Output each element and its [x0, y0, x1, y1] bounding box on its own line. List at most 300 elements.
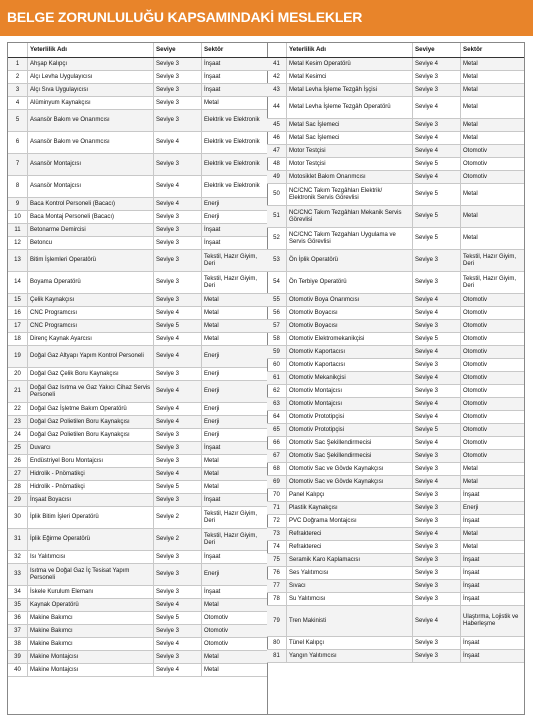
- row-number: 75: [267, 554, 287, 566]
- sector-name: Metal: [204, 309, 219, 316]
- sector-name: Metal: [463, 134, 478, 141]
- qualification-level: Seviye 3: [154, 84, 202, 96]
- sector-name: Otomotiv: [204, 627, 229, 634]
- qualification-level: Seviye 5: [413, 206, 461, 227]
- sector-name: Enerji: [204, 370, 220, 377]
- qualification-level: Seviye 3: [413, 450, 461, 462]
- row-number: 66: [267, 437, 287, 449]
- qualification-name: Otomotiv Boyacısı: [287, 307, 413, 319]
- qualification-level: Seviye 3: [154, 224, 202, 236]
- table-row: [267, 567, 524, 580]
- qualification-level: Seviye 5: [413, 158, 461, 170]
- row-number: 51: [267, 206, 287, 227]
- qualification-level: Seviye 4: [413, 171, 461, 183]
- row-number: 11: [8, 224, 28, 236]
- row-number: 52: [267, 228, 287, 249]
- row-number: 16: [8, 307, 28, 319]
- sector-name: İnşaat: [463, 595, 480, 602]
- qualification-level: Seviye 3: [154, 237, 202, 249]
- qualification-level: Seviye 4: [413, 606, 461, 636]
- qualification-name: Motor Testçisi: [287, 145, 413, 157]
- qualification-name: Isı Yalıtımcısı: [28, 551, 154, 563]
- sector-name: Otomotiv: [463, 452, 488, 459]
- table-row: [8, 381, 267, 403]
- qualification-level: Seviye 4: [413, 476, 461, 488]
- row-number: 49: [267, 171, 287, 183]
- sector-name: İnşaat: [204, 86, 221, 93]
- qualification-level: Seviye 5: [413, 228, 461, 249]
- table-row: [8, 416, 267, 429]
- row-number: 7: [8, 154, 28, 175]
- qualification-level: Seviye 3: [413, 554, 461, 566]
- row-number: 14: [8, 272, 28, 293]
- qualification-name: Refraktereci: [287, 541, 413, 553]
- sector-name: İnşaat: [204, 553, 221, 560]
- sector-name: İnşaat: [204, 60, 221, 67]
- row-number: 64: [267, 411, 287, 423]
- qualification-name: Betonarme Demircisi: [28, 224, 154, 236]
- qualification-level: Seviye 3: [154, 154, 202, 175]
- row-number: 22: [8, 403, 28, 415]
- table-row: [8, 71, 267, 84]
- header-name: Yeterlilik Adı: [28, 43, 154, 57]
- table-row: [267, 119, 524, 132]
- qualification-name: Otomotiv Mekanikçisi: [287, 372, 413, 384]
- qualification-name: Otomotiv Montajcısı: [287, 398, 413, 410]
- qualification-level: Seviye 3: [154, 455, 202, 467]
- row-number: 5: [8, 110, 28, 131]
- qualification-name: Isıtma ve Doğal Gaz İç Tesisat Yapım Personeli: [28, 564, 154, 585]
- qualification-level: Seviye 3: [154, 272, 202, 293]
- qualification-level: Seviye 3: [154, 564, 202, 585]
- sector-name: İnşaat: [463, 517, 480, 524]
- sector-name: İnşaat: [204, 588, 221, 595]
- row-number: 78: [267, 593, 287, 605]
- qualification-name: Otomotiv Sac ve Gövde Kaynakçısı: [287, 476, 413, 488]
- qualification-level: Seviye 4: [154, 403, 202, 415]
- qualification-level: Seviye 3: [413, 320, 461, 332]
- qualification-level: Seviye 5: [413, 184, 461, 205]
- qualification-level: Seviye 2: [154, 507, 202, 528]
- row-number: 27: [8, 468, 28, 480]
- table-row: [8, 294, 267, 307]
- table-row: [8, 132, 267, 154]
- table-row: [267, 58, 524, 71]
- sector-name: İnşaat: [463, 569, 480, 576]
- row-number: 57: [267, 320, 287, 332]
- qualification-level: Seviye 4: [413, 132, 461, 144]
- qualification-level: Seviye 3: [413, 541, 461, 553]
- sector-name: İnşaat: [204, 444, 221, 451]
- sector-name: Metal: [204, 483, 219, 490]
- sector-name: Ulaştırma, Lojistik ve Haberleşme: [463, 614, 519, 627]
- row-number: 77: [267, 580, 287, 592]
- table-row: [267, 593, 524, 606]
- row-number: 69: [267, 476, 287, 488]
- qualification-name: Duvarcı: [28, 442, 154, 454]
- qualification-name: İnşaat Boyacısı: [28, 494, 154, 506]
- sector-name: Otomotiv: [463, 160, 488, 167]
- qualification-name: Alçı Sıva Uygulayıcısı: [28, 84, 154, 96]
- table-row: [8, 455, 267, 468]
- sector-name: Metal: [204, 666, 219, 673]
- qualification-level: Seviye 5: [154, 612, 202, 624]
- table-row: [8, 368, 267, 381]
- qualification-name: Yangın Yalıtımcısı: [287, 650, 413, 662]
- table-row: [267, 145, 524, 158]
- table-row: [8, 507, 267, 529]
- row-number: 46: [267, 132, 287, 144]
- qualification-name: Ön İplik Operatörü: [287, 250, 413, 271]
- qualification-name: Otomotiv Sac Şekillendirmecisi: [287, 437, 413, 449]
- sector-name: Otomotiv: [463, 439, 488, 446]
- table-row: [267, 385, 524, 398]
- qualification-level: Seviye 5: [413, 424, 461, 436]
- table-row: [267, 637, 524, 650]
- sector-name: Otomotiv: [463, 400, 488, 407]
- page-header: [0, 0, 533, 36]
- table-row: [8, 110, 267, 132]
- table-header: [267, 43, 524, 58]
- table-row: [267, 489, 524, 502]
- qualification-level: Seviye 4: [413, 97, 461, 118]
- table-row: [8, 551, 267, 564]
- row-number: 68: [267, 463, 287, 475]
- sector-name: Otomotiv: [204, 614, 229, 621]
- qualification-level: Seviye 3: [154, 71, 202, 83]
- sector-name: Enerji: [463, 504, 479, 511]
- qualification-name: Otomotiv Montajcısı: [287, 385, 413, 397]
- qualification-level: Seviye 5: [154, 481, 202, 493]
- row-number: 62: [267, 385, 287, 397]
- sector-name: Metal: [463, 60, 478, 67]
- sector-name: Otomotiv: [463, 322, 488, 329]
- table-row: [8, 211, 267, 224]
- sector-name: İnşaat: [204, 496, 221, 503]
- row-number: 38: [8, 638, 28, 650]
- sector-name: Otomotiv: [463, 335, 488, 342]
- qualification-level: Seviye 3: [413, 637, 461, 649]
- qualification-level: Seviye 4: [413, 145, 461, 157]
- qualification-name: Asansör Montajcısı: [28, 176, 154, 197]
- qualification-name: Otomotiv Sac Şekillendirmecisi: [287, 450, 413, 462]
- table-row: [267, 228, 524, 250]
- qualification-level: Seviye 4: [154, 381, 202, 402]
- row-number: 26: [8, 455, 28, 467]
- row-number: 71: [267, 502, 287, 514]
- qualification-name: Makine Montajcısı: [28, 651, 154, 663]
- row-number: 72: [267, 515, 287, 527]
- qualification-name: Doğal Gaz Altyapı Yapım Kontrol Personeli: [28, 346, 154, 367]
- sector-name: Metal: [204, 322, 219, 329]
- qualification-level: Seviye 3: [413, 593, 461, 605]
- qualification-name: Sıvacı: [287, 580, 413, 592]
- row-number: 61: [267, 372, 287, 384]
- qualification-name: Baca Montaj Personeli (Bacacı): [28, 211, 154, 223]
- sector-name: İnşaat: [463, 639, 480, 646]
- table-column-left: [8, 43, 268, 714]
- header-no: [8, 43, 28, 57]
- qualification-name: Doğal Gaz Çelik Boru Kaynakçısı: [28, 368, 154, 380]
- row-number: 67: [267, 450, 287, 462]
- qualification-name: Baca Kontrol Personeli (Bacacı): [28, 198, 154, 210]
- qualification-name: CNC Programcısı: [28, 320, 154, 332]
- qualification-level: Seviye 3: [154, 625, 202, 637]
- table-row: [267, 424, 524, 437]
- qualification-name: Alüminyum Kaynakçısı: [28, 97, 154, 109]
- table-header: [8, 43, 267, 58]
- sector-name: Enerji: [204, 418, 220, 425]
- table-row: [8, 272, 267, 294]
- qualification-name: NC/CNC Takım Tezgâhları Elektrik/ Elektronik Servis Görevlisi: [287, 184, 413, 205]
- sector-name: Metal: [463, 121, 478, 128]
- qualification-name: Makine Bakımcı: [28, 638, 154, 650]
- table-row: [8, 84, 267, 97]
- qualification-name: Otomotiv Prototipçisi: [287, 411, 413, 423]
- qualification-level: Seviye 4: [154, 307, 202, 319]
- table-row: [267, 171, 524, 184]
- row-number: 19: [8, 346, 28, 367]
- row-number: 63: [267, 398, 287, 410]
- qualification-name: Ses Yalıtımcısı: [287, 567, 413, 579]
- qualification-name: Otomotiv Prototipçisi: [287, 424, 413, 436]
- row-number: 60: [267, 359, 287, 371]
- row-number: 43: [267, 84, 287, 96]
- table-row: [267, 450, 524, 463]
- qualification-level: Seviye 3: [413, 515, 461, 527]
- table-row: [8, 97, 267, 110]
- sector-name: Otomotiv: [463, 173, 488, 180]
- row-number: 79: [267, 606, 287, 636]
- table-row: [267, 650, 524, 663]
- table-row: [8, 429, 267, 442]
- qualification-level: Seviye 4: [154, 333, 202, 345]
- table-row: [267, 372, 524, 385]
- qualification-level: Seviye 4: [413, 398, 461, 410]
- sector-name: Elektrik ve Elektronik: [204, 183, 260, 190]
- row-number: 13: [8, 250, 28, 271]
- qualification-name: NC/CNC Takım Tezgâhları Mekanik Servis Görevlisi: [287, 206, 413, 227]
- sector-name: Tekstil, Hazır Giyim, Deri: [204, 253, 258, 267]
- sector-name: Enerji: [204, 571, 220, 578]
- row-number: 39: [8, 651, 28, 663]
- table-row: [8, 564, 267, 586]
- qualification-name: Alçı Levha Uygulayıcısı: [28, 71, 154, 83]
- qualification-level: Seviye 4: [413, 411, 461, 423]
- table-row: [8, 250, 267, 272]
- sector-name: Otomotiv: [463, 374, 488, 381]
- qualification-name: Metal Sac İşlemeci: [287, 119, 413, 131]
- row-number: 48: [267, 158, 287, 170]
- sector-name: Metal: [204, 296, 219, 303]
- table-row: [8, 224, 267, 237]
- qualification-name: Doğal Gaz Polietilen Boru Kaynakçısı: [28, 416, 154, 428]
- table-row: [8, 333, 267, 346]
- table-row: [267, 502, 524, 515]
- table-row: [267, 206, 524, 228]
- qualification-level: Seviye 3: [154, 110, 202, 131]
- sector-name: Metal: [204, 601, 219, 608]
- qualification-level: Seviye 4: [413, 528, 461, 540]
- sector-name: Tekstil, Hazır Giyim, Deri: [204, 532, 258, 546]
- qualification-level: Seviye 4: [413, 346, 461, 358]
- table-row: [8, 625, 267, 638]
- qualification-level: Seviye 3: [154, 494, 202, 506]
- row-number: 53: [267, 250, 287, 271]
- sector-name: İnşaat: [463, 582, 480, 589]
- qualification-name: Asansör Montajcısı: [28, 154, 154, 175]
- sector-name: Metal: [463, 191, 478, 198]
- row-number: 9: [8, 198, 28, 210]
- sector-name: Metal: [204, 335, 219, 342]
- page-title: BELGE ZORUNLULUĞU KAPSAMINDAKİ MESLEKLER: [7, 9, 363, 25]
- table-row: [8, 442, 267, 455]
- sector-name: Enerji: [204, 388, 220, 395]
- qualification-level: Seviye 3: [154, 250, 202, 271]
- table-row: [267, 515, 524, 528]
- qualification-level: Seviye 3: [413, 250, 461, 271]
- row-number: 31: [8, 529, 28, 550]
- sector-name: Otomotiv: [204, 640, 229, 647]
- qualification-name: Metal Levha İşleme Tezgâh Operatörü: [287, 97, 413, 118]
- qualification-level: Seviye 5: [154, 320, 202, 332]
- row-number: 35: [8, 599, 28, 611]
- table-row: [267, 132, 524, 145]
- qualification-level: Seviye 3: [154, 442, 202, 454]
- sector-name: Metal: [204, 470, 219, 477]
- qualification-level: Seviye 4: [413, 307, 461, 319]
- table-row: [8, 346, 267, 368]
- row-number: 50: [267, 184, 287, 205]
- row-number: 6: [8, 132, 28, 153]
- qualification-name: Otomotiv Sac ve Gövde Kaynakçısı: [287, 463, 413, 475]
- sector-name: Otomotiv: [463, 348, 488, 355]
- table-row: [8, 599, 267, 612]
- qualification-name: Plastik Kaynakçısı: [287, 502, 413, 514]
- table-row: [267, 554, 524, 567]
- qualification-name: Tünel Kalıpçı: [287, 637, 413, 649]
- sector-name: Enerji: [204, 431, 220, 438]
- table-row: [8, 638, 267, 651]
- table-row: [267, 307, 524, 320]
- sector-name: Otomotiv: [463, 387, 488, 394]
- table-row: [8, 403, 267, 416]
- row-number: 3: [8, 84, 28, 96]
- qualification-level: Seviye 3: [413, 119, 461, 131]
- table-row: [267, 97, 524, 119]
- qualification-level: Seviye 4: [154, 664, 202, 676]
- qualification-name: Tren Makinisti: [287, 606, 413, 636]
- row-number: 18: [8, 333, 28, 345]
- sector-name: İnşaat: [204, 73, 221, 80]
- row-number: 47: [267, 145, 287, 157]
- qualification-name: Boyama Operatörü: [28, 272, 154, 293]
- row-number: 4: [8, 97, 28, 109]
- table-row: [8, 320, 267, 333]
- table-row: [267, 437, 524, 450]
- sector-name: İnşaat: [463, 491, 480, 498]
- row-number: 76: [267, 567, 287, 579]
- row-number: 74: [267, 541, 287, 553]
- row-number: 12: [8, 237, 28, 249]
- header-level: Seviye: [413, 43, 461, 57]
- qualification-level: Seviye 3: [413, 385, 461, 397]
- sector-name: Tekstil, Hazır Giyim, Deri: [204, 275, 258, 289]
- sector-name: İnşaat: [204, 226, 221, 233]
- header-sector: Sektör: [463, 45, 483, 53]
- sector-name: Enerji: [204, 353, 220, 360]
- sector-name: Tekstil, Hazır Giyim, Deri: [463, 275, 517, 289]
- table-row: [267, 476, 524, 489]
- row-number: 25: [8, 442, 28, 454]
- table-row: [8, 176, 267, 198]
- qualification-name: Doğal Gaz İşletme Bakım Operatörü: [28, 403, 154, 415]
- table-row: [267, 528, 524, 541]
- row-number: 42: [267, 71, 287, 83]
- sector-name: Metal: [463, 73, 478, 80]
- sector-name: Otomotiv: [463, 361, 488, 368]
- row-number: 23: [8, 416, 28, 428]
- occupations-table: [7, 42, 525, 715]
- qualification-name: Makine Montajcısı: [28, 664, 154, 676]
- row-number: 34: [8, 586, 28, 598]
- table-row: [8, 612, 267, 625]
- row-number: 56: [267, 307, 287, 319]
- row-number: 37: [8, 625, 28, 637]
- qualification-name: Metal Levha İşleme Tezgâh İşçisi: [287, 84, 413, 96]
- sector-name: Otomotiv: [463, 426, 488, 433]
- sector-name: Metal: [463, 543, 478, 550]
- qualification-level: Seviye 3: [154, 586, 202, 598]
- qualification-name: İplik Eğirme Operatörü: [28, 529, 154, 550]
- table-row: [267, 606, 524, 637]
- qualification-level: Seviye 2: [154, 529, 202, 550]
- row-number: 41: [267, 58, 287, 70]
- qualification-level: Seviye 4: [154, 468, 202, 480]
- qualification-name: Doğal Gaz Polietilen Boru Kaynakçısı: [28, 429, 154, 441]
- sector-name: İnşaat: [463, 652, 480, 659]
- qualification-level: Seviye 4: [154, 638, 202, 650]
- qualification-level: Seviye 4: [413, 294, 461, 306]
- table-row: [8, 307, 267, 320]
- qualification-name: Kaynak Operatörü: [28, 599, 154, 611]
- row-number: 40: [8, 664, 28, 676]
- qualification-name: Asansör Bakım ve Onarımcısı: [28, 132, 154, 153]
- table-row: [267, 84, 524, 97]
- sector-name: Elektrik ve Elektronik: [204, 117, 260, 124]
- qualification-name: Asansör Bakım ve Onarımcısı: [28, 110, 154, 131]
- table-row: [8, 664, 267, 677]
- qualification-name: PVC Doğrama Montajcısı: [287, 515, 413, 527]
- qualification-level: Seviye 4: [154, 599, 202, 611]
- qualification-name: Ön Terbiye Operatörü: [287, 272, 413, 293]
- qualification-level: Seviye 4: [154, 416, 202, 428]
- row-number: 70: [267, 489, 287, 501]
- qualification-name: Makine Bakımcı: [28, 612, 154, 624]
- table-row: [8, 468, 267, 481]
- qualification-level: Seviye 4: [154, 198, 202, 210]
- row-number: 28: [8, 481, 28, 493]
- sector-name: Metal: [463, 478, 478, 485]
- sector-name: Metal: [463, 213, 478, 220]
- row-number: 10: [8, 211, 28, 223]
- qualification-name: Makine Bakımcı: [28, 625, 154, 637]
- row-number: 59: [267, 346, 287, 358]
- row-number: 33: [8, 564, 28, 585]
- table-row: [267, 346, 524, 359]
- qualification-level: Seviye 3: [154, 211, 202, 223]
- header-sector: Sektör: [204, 45, 224, 53]
